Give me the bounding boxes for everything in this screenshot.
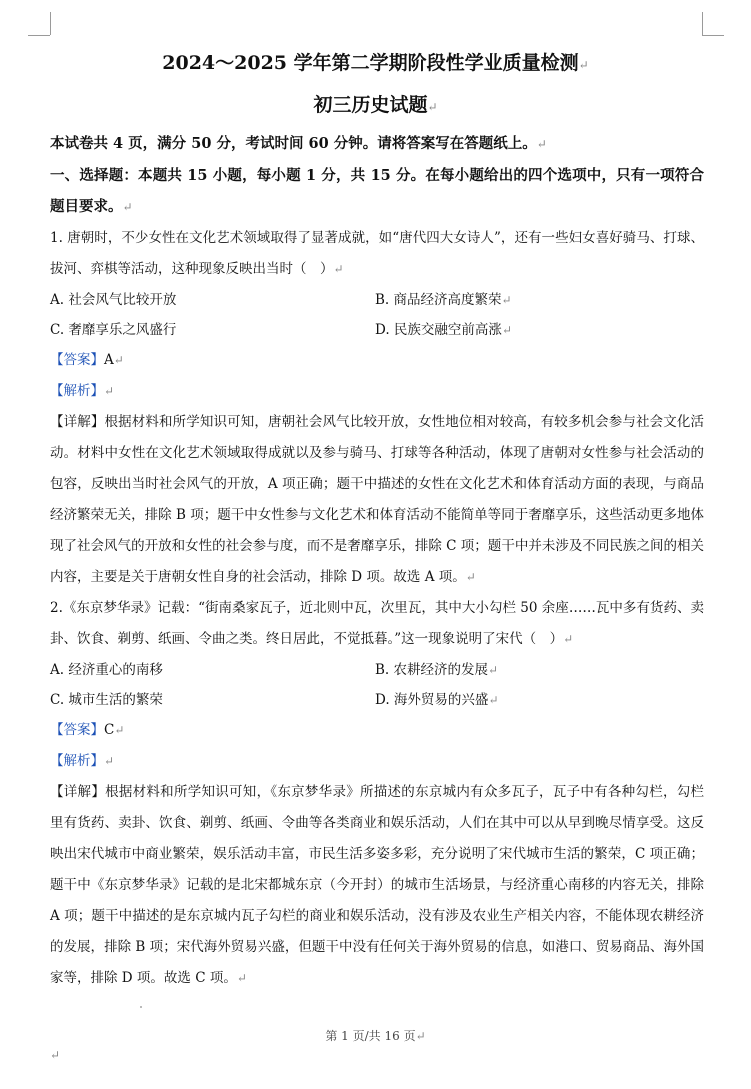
question-2-option-b-text: B. 农耕经济的发展	[375, 662, 489, 678]
question-2-option-d	[375, 685, 700, 715]
page-footer	[0, 1027, 751, 1044]
return-mark-icon: ↵	[465, 570, 476, 584]
return-mark-icon: ↵	[114, 723, 125, 737]
return-mark-icon: ↵	[104, 384, 115, 398]
return-mark-icon: ↵	[415, 1029, 426, 1043]
analysis-tag: 【解析】	[50, 753, 104, 769]
return-mark-icon: ↵	[501, 293, 512, 307]
return-mark-icon: ↵	[536, 137, 547, 151]
return-mark-icon: ↵	[563, 632, 574, 646]
page-dot	[140, 1006, 142, 1008]
crop-mark-top-left	[28, 35, 50, 36]
crop-mark-top-right	[702, 35, 724, 36]
question-1-stem-text: 1. 唐朝时，不少女性在文化艺术领域取得了显著成就，如“唐代四大女诗人”，还有一些妇女喜好骑马、打球、拔河、弈棋等活动，这种现象反映出当时（ ）	[50, 230, 704, 277]
section-heading	[50, 160, 704, 223]
answer-tag: 【答案】	[50, 722, 104, 738]
question-2-option-c: C. 城市生活的繁荣	[50, 692, 163, 708]
question-2-options-row	[50, 685, 704, 715]
question-1-detail-text: 根据材料和所学知识可知，唐朝社会风气比较开放，女性地位相对较高，有较多机会参与社会文化活动。材料中女性在文化艺术领域取得成就以及参与骑马、打球等各种活动，体现了唐朝对女性参与社会活动的包容，反映出当时社会风气的开放，A 项正确；题干中描述的女性在文化艺术和体育活动方面的表现，与商品经济繁荣无关，排除 B 项；题干中女性参与文化艺术和体育活动不能简单等同于奢靡享乐，这些活动更多地体现了社会风气的开放和女性的社会参与度，而不是奢靡享乐，排除 C 项；题干中并未涉及不同民族之间的相关内容，主要是关于唐朝女性自身的社会活动，排除 D 项。故选 A 项。	[50, 414, 705, 585]
analysis-tag: 【解析】	[50, 383, 104, 399]
question-1-detail	[50, 407, 704, 593]
question-1-analysis	[50, 376, 704, 407]
exam-subtitle	[0, 90, 751, 117]
question-2-option-b	[375, 655, 700, 685]
question-2-option-a: A. 经济重心的南移	[50, 662, 163, 678]
detail-tag: 【详解】	[50, 414, 105, 430]
exam-title	[0, 48, 751, 75]
section-heading-text: 一、选择题：本题共 15 小题，每小题 1 分，共 15 分。在每小题给出的四个选项中，只有一项符合题目要求。	[50, 167, 704, 215]
answer-tag: 【答案】	[50, 352, 104, 368]
return-mark-icon: ↵	[333, 262, 344, 276]
question-2-stem	[50, 593, 704, 655]
question-1-options-row	[50, 315, 704, 345]
question-2-stem-text: 2.《东京梦华录》记载：“街南桑家瓦子，近北则中瓦，次里瓦，其中大小勾栏 50 余座……瓦中多有货药、卖卦、饮食、剃剪、纸画、令曲之类。终日居此，不觉抵暮。”这一现象说明了宋代（ ）	[50, 600, 704, 647]
question-2-option-d-text: D. 海外贸易的兴盛	[375, 692, 489, 708]
question-2-answer-value: C	[104, 722, 115, 738]
return-mark-icon: ↵	[236, 971, 247, 985]
exam-intro	[50, 128, 704, 160]
return-mark-icon: ↵	[122, 200, 133, 214]
question-2-detail	[50, 777, 704, 994]
question-2-detail-text: 根据材料和所学知识可知，《东京梦华录》所描述的东京城内有众多瓦子，瓦子中有各种勾栏，勾栏里有货药、卖卦、饮食、剃剪、纸画、令曲等各类商业和娱乐活动，人们在其中可以从早到晚尽情享受。这反映出宋代城市中商业繁荣，娱乐活动丰富，市民生活多姿多彩，充分说明了宋代城市生活的繁荣，C 项正确；题干中《东京梦华录》记载的是北宋都城东京（今开封）的城市生活场景，与经济重心南移的内容无关，排除 A 项；题干中描述的是东京城内瓦子勾栏的商业和娱乐活动，没有涉及农业生产相关内容，不能体现农耕经济的发展，排除 B 项；宋代海外贸易兴盛，但题干中没有任何关于海外贸易的信息，如港口、贸易商品、海外国家等，排除 D 项。故选 C 项。	[50, 784, 705, 986]
return-mark-icon: ↵	[578, 58, 589, 72]
question-2-answer	[50, 715, 704, 746]
return-mark-icon: ↵	[501, 323, 512, 337]
crop-mark-top-right	[702, 12, 703, 35]
question-1-option-d	[375, 315, 700, 345]
return-mark-icon: ↵	[488, 693, 499, 707]
question-1-option-b-text: B. 商品经济高度繁荣	[375, 292, 502, 308]
question-1-option-d-text: D. 民族交融空前高涨	[375, 322, 502, 338]
question-1-stem	[50, 223, 704, 285]
question-1-option-c: C. 奢靡享乐之风盛行	[50, 322, 177, 338]
document-body	[50, 128, 704, 994]
question-1-option-b	[375, 285, 700, 315]
question-1-answer	[50, 345, 704, 376]
return-mark-icon: ↵	[104, 754, 115, 768]
return-mark-icon: ↵	[427, 100, 438, 114]
exam-title-text: 2024～2025 学年第二学期阶段性学业质量检测	[162, 52, 579, 74]
question-2-analysis	[50, 746, 704, 777]
return-mark-icon: ↵	[113, 353, 124, 367]
question-1-answer-value: A	[104, 352, 114, 368]
crop-mark-top-left	[50, 12, 51, 35]
question-1-option-a: A. 社会风气比较开放	[50, 292, 177, 308]
return-mark-icon: ↵	[50, 1048, 61, 1062]
exam-subtitle-text: 初三历史试题	[313, 94, 428, 116]
question-1-options-row	[50, 285, 704, 315]
return-mark-icon: ↵	[488, 663, 499, 677]
exam-intro-text: 本试卷共 4 页，满分 50 分，考试时间 60 分钟。请将答案写在答题纸上。	[50, 135, 537, 152]
detail-tag: 【详解】	[50, 784, 106, 800]
question-2-options-row	[50, 655, 704, 685]
page-number-text: 第 1 页/共 16 页	[325, 1029, 416, 1043]
